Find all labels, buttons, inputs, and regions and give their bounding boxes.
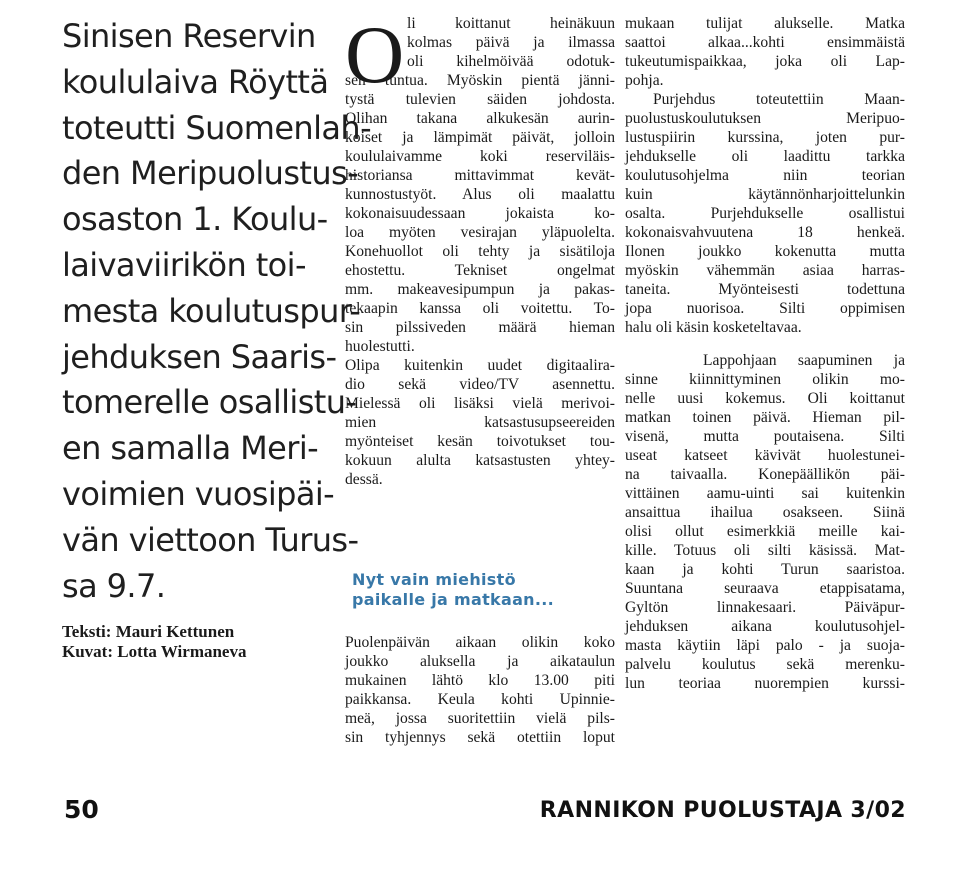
body-line: tystä tulevien säiden johdosta. bbox=[345, 91, 615, 108]
body-line: myönteiset kesän toivotukset tou- bbox=[345, 433, 615, 450]
body-line: tekaapin kanssa oli voitettu. To- bbox=[345, 300, 615, 317]
lead-line: vän viettoon Turus- bbox=[62, 520, 359, 559]
body-line: halu oli käsin kosketeltavaa. bbox=[625, 319, 802, 336]
body-line: olisi ollut esimerkkiä meille kai- bbox=[625, 523, 905, 540]
body-line: kokonaisvahvuutena 18 henkeä. bbox=[625, 224, 905, 241]
body-line: myöskin vähemmän asiaa harras- bbox=[625, 262, 905, 279]
body-line: mien katsastusupseereiden bbox=[345, 414, 615, 431]
body-line: lun teoriaa nuorempien kurssi- bbox=[625, 675, 905, 692]
body-line: kunnostustyöt. Alus oli maalattu bbox=[345, 186, 615, 203]
body-line: joukko aluksella ja aikataulun bbox=[345, 653, 615, 670]
body-line: Purjehdus toteutettiin Maan- bbox=[653, 91, 905, 108]
body-line: useat katseet kävivät huolestunei- bbox=[625, 447, 905, 464]
body-line: Puolenpäivän aikaan olikin koko bbox=[345, 634, 615, 651]
body-line: kuin käytännönharjoittelunkin bbox=[625, 186, 905, 203]
body-line: visenä, mutta poutaisena. Silti bbox=[625, 428, 905, 445]
body-line: huolestutti. bbox=[345, 338, 415, 355]
body-line: mukainen lähtö klo 13.00 piti bbox=[345, 672, 615, 689]
body-line: meä, jossa suoritettiin vielä pils- bbox=[345, 710, 615, 727]
body-line: loa myöten vesirajan yläpuolelta. bbox=[345, 224, 615, 241]
body-line: dio sekä video/TV asennettu. bbox=[345, 376, 615, 393]
subheading-line: paikalle ja matkaan... bbox=[352, 590, 554, 609]
body-line: Konehuollot oli tehty ja sisätiloja bbox=[345, 243, 615, 260]
body-line: ehostettu. Tekniset ongelmat bbox=[345, 262, 615, 279]
body-line: jehdukselle oli laadittu tarkka bbox=[625, 148, 905, 165]
body-line: Olihan takana alkukesän aurin- bbox=[345, 110, 615, 127]
body-line: mukaan tulijat alukselle. Matka bbox=[625, 15, 905, 32]
body-line: palvelu koulutus sekä merenku- bbox=[625, 656, 905, 673]
body-line: Gyltön linnakesaari. Päiväpur- bbox=[625, 599, 905, 616]
body-line: pohja. bbox=[625, 72, 664, 89]
photo-credit: Kuvat: Lotta Wirmaneva bbox=[62, 642, 247, 661]
article-credits bbox=[62, 622, 322, 662]
body-line: koiset ja lämpimät päivät, jolloin bbox=[345, 129, 615, 146]
body-line: koulutusohjelma niin teorian bbox=[625, 167, 905, 184]
body-line: saattoi alkaa...kohti ensimmäistä bbox=[625, 34, 905, 51]
subheading-line: Nyt vain miehistö bbox=[352, 570, 516, 589]
body-line: tukeutumispaikkaa, joka oli Lap- bbox=[625, 53, 905, 70]
body-line: kolmas päivä ja ilmassa bbox=[407, 34, 615, 51]
body-line: oli kihelmöivää odotuk- bbox=[407, 53, 615, 70]
body-line: jopa nuorisoa. Silti oppimisen bbox=[625, 300, 905, 317]
lead-line: Sinisen Reservin bbox=[62, 17, 316, 55]
lead-line: voimien vuosipäi- bbox=[62, 474, 335, 513]
body-line: lustuspiirin kurssina, joten pur- bbox=[625, 129, 905, 146]
body-line: puolustuskoulutuksen Meripuo- bbox=[625, 110, 905, 127]
body-line: sin tyhjennys sekä otettiin loput bbox=[345, 729, 615, 746]
body-line: na taivaalla. Konepäällikön päi- bbox=[625, 466, 905, 483]
body-line: Olipa kuitenkin uudet digitaalira- bbox=[345, 357, 615, 374]
body-line: koululaivamme koki reserviläis- bbox=[345, 148, 615, 165]
body-line: li koittanut heinäkuun bbox=[407, 15, 615, 32]
lead-line: mesta koulutuspur- bbox=[62, 291, 361, 330]
magazine-issue: RANNIKON PUOLUSTAJA 3/02 bbox=[539, 798, 906, 823]
body-line: osalta. Purjehdukselle osallistui bbox=[625, 205, 905, 222]
body-line: Mielessä oli lisäksi vielä merivoi- bbox=[345, 395, 615, 412]
body-line: kokonaisuudessaan jokaista ko- bbox=[345, 205, 615, 222]
page-number: 50 bbox=[64, 795, 99, 824]
drop-cap: O bbox=[345, 9, 405, 100]
body-line: sinne kiinnittyminen olikin mo- bbox=[625, 371, 905, 388]
body-line: paikkansa. Keula kohti Upinnie- bbox=[345, 691, 615, 708]
body-line: kaan ja kohti Turun saaristoa. bbox=[625, 561, 905, 578]
body-line: masta käytiin läpi palo - ja suoja- bbox=[625, 637, 905, 654]
body-line: Suuntana seuraava etappisatama, bbox=[625, 580, 905, 597]
lead-line: den Meripuolustus- bbox=[62, 154, 359, 193]
body-line: sen tuntua. Myöskin pientä jänni- bbox=[345, 72, 615, 89]
lead-line: toteutti Suomenlah- bbox=[62, 108, 372, 147]
body-line: nelle uusi kokemus. Oli koittanut bbox=[625, 390, 905, 407]
body-line: Lappohjaan saapuminen ja bbox=[703, 352, 905, 369]
body-line: matkan toinen päivä. Hieman pil- bbox=[625, 409, 905, 426]
lead-line: sa 9.7. bbox=[62, 566, 166, 605]
body-line: historiansa mittavimmat kevät- bbox=[345, 167, 615, 184]
lead-line: jehduksen Saaris- bbox=[62, 337, 337, 376]
body-line: mm. makeavesipumpun ja pakas- bbox=[345, 281, 615, 298]
section-subheading bbox=[352, 570, 612, 610]
body-line: kokuun alulta katsastusten yhtey- bbox=[345, 452, 615, 469]
lead-line: tomerelle osallistu- bbox=[62, 383, 357, 422]
author-credit: Teksti: Mauri Kettunen bbox=[62, 622, 235, 641]
body-line: kille. Totuus oli silti käsissä. Mat- bbox=[625, 542, 905, 559]
body-line: dessä. bbox=[345, 471, 383, 488]
lead-line: laivaviirikön toi- bbox=[62, 245, 306, 284]
body-line: Ilonen joukko kokenutta mutta bbox=[625, 243, 905, 260]
lead-line: en samalla Meri- bbox=[62, 429, 319, 468]
body-line: taneita. Myönteisesti todettuna bbox=[625, 281, 905, 298]
lead-line: koululaiva Röyttä bbox=[62, 62, 329, 101]
lead-line: osaston 1. Koulu- bbox=[62, 200, 328, 239]
body-line: sin pilssiveden määrä hieman bbox=[345, 319, 615, 336]
body-line: jehduksen aikana koulutusohjel- bbox=[625, 618, 905, 635]
body-line: ansaittua ihailua osakseen. Siinä bbox=[625, 504, 905, 521]
body-line: vittäinen aamu-uinti sai kuitenkin bbox=[625, 485, 905, 502]
